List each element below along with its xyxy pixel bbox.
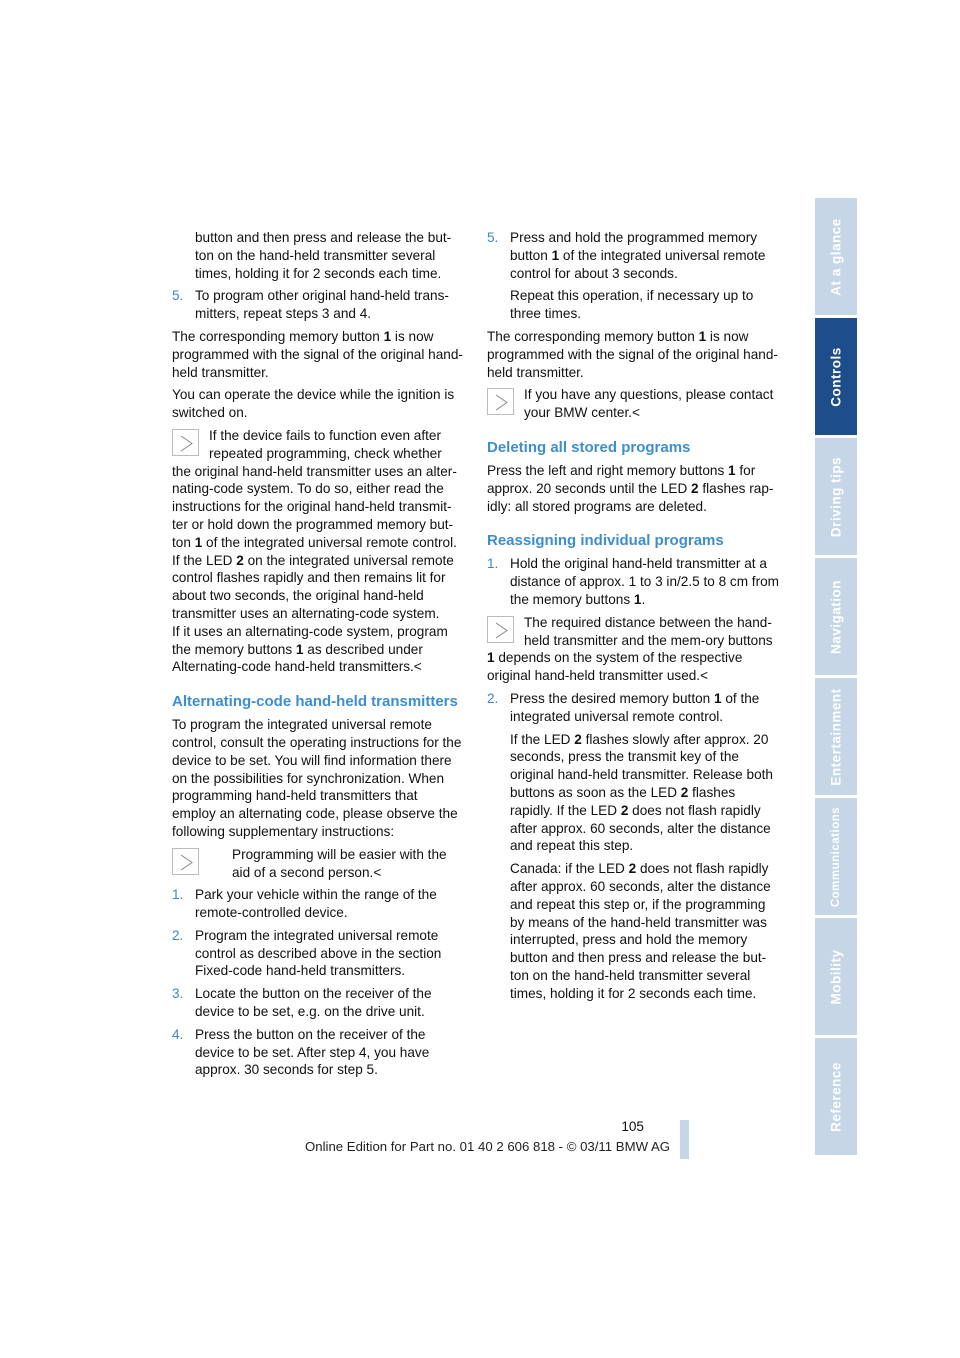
step-text: To program other original hand-held trans-mitters, repeat steps 3 and 4. xyxy=(195,288,449,322)
section-heading: Deleting all stored programs xyxy=(487,438,691,456)
step-text xyxy=(510,731,779,856)
note-arrow-icon xyxy=(172,429,199,456)
text: Hold the original hand-held transmitter at a distance of approx. 1 to 3 in/2.5 to 8 cm from the memory buttons xyxy=(510,556,779,607)
callout-number: 2 xyxy=(620,802,629,818)
paragraph xyxy=(487,328,779,381)
paragraph: You can operate the device while the ignition is switched on. xyxy=(172,387,455,421)
note-text xyxy=(172,427,464,676)
text: The corresponding memory button xyxy=(487,328,699,344)
text: for approx. 20 seconds until the LED xyxy=(487,462,756,496)
tab-label: Driving tips xyxy=(828,456,844,537)
tab-reference[interactable] xyxy=(815,1038,857,1155)
note-text: If you have any questions, please contact your BMW center.< xyxy=(524,387,774,421)
step-item xyxy=(172,886,464,922)
callout-number: 2 xyxy=(680,784,689,800)
text: Canada: if the LED xyxy=(510,861,629,877)
tab-label: Navigation xyxy=(828,579,844,654)
callout-number: 1 xyxy=(383,328,392,344)
callout-number: 2 xyxy=(236,552,244,568)
note-block xyxy=(172,427,464,676)
step-number: 5. xyxy=(487,230,499,245)
text: does not flash rapidly after approx. 60 seconds, alter the distance and repeat this step. xyxy=(510,802,771,854)
callout-number: 1 xyxy=(194,534,203,550)
step-text: Press the button on the receiver of the device to be set. After step 4, you have approx. 30 seconds for step 5. xyxy=(195,1026,430,1078)
text: of the integrated universal remote control. xyxy=(510,690,760,724)
text: is now programmed with the signal of the original hand-held transmitter. xyxy=(487,328,778,380)
tab-driving-tips[interactable] xyxy=(815,438,857,555)
callout-number: 1 xyxy=(295,641,304,657)
tab-label: Entertainment xyxy=(828,687,844,786)
tab-label: At a glance xyxy=(828,217,844,296)
tab-communications[interactable] xyxy=(815,798,857,915)
step-text: Locate the button on the receiver of the device to be set, e.g. on the drive unit. xyxy=(195,986,432,1020)
step-text xyxy=(510,555,779,608)
callout-number: 1 xyxy=(728,462,736,478)
page-marker-bar xyxy=(680,1120,689,1159)
note-block xyxy=(487,614,779,685)
tab-label: Controls xyxy=(828,346,844,407)
step-number: 2. xyxy=(487,690,499,706)
text: If the LED xyxy=(172,552,237,568)
note-arrow-icon xyxy=(487,616,514,643)
tab-label: Reference xyxy=(828,1061,844,1132)
text: Press the left and right memory buttons xyxy=(487,462,729,478)
text: flashes rap-idly: all stored programs are deleted. xyxy=(487,480,774,514)
tab-mobility[interactable] xyxy=(815,918,857,1035)
callout-number: 1 xyxy=(487,650,495,666)
section-heading: Reassigning individual programs xyxy=(487,532,724,550)
paragraph xyxy=(487,462,779,515)
left-column xyxy=(172,229,464,1084)
text: The corresponding memory button xyxy=(172,328,384,344)
step-text: Park your vehicle within the range of the remote-controlled device. xyxy=(195,887,437,921)
step-text xyxy=(510,690,779,726)
note-text: Programming will be easier with the aid of a second person.< xyxy=(232,846,447,880)
step-item xyxy=(487,229,779,323)
note-arrow-icon xyxy=(172,848,199,875)
text: depends on the system of the respective original hand-held transmitter used.< xyxy=(487,650,743,684)
section-heading: Alternating-code hand-held transmitters xyxy=(172,693,458,711)
step-number: 1. xyxy=(172,887,184,903)
callout-number: 2 xyxy=(628,861,637,877)
text: does not flash rapidly after approx. 60 seconds, alter the distance and repeat this step or, if the programming by means of the hand-held transmitter was interrupted, press and hold the memory button and then press and release the but-ton on the hand-held transmitter several times, holding it for 2 seconds each time. xyxy=(510,861,771,1001)
text: The required distance between the hand-held transmitter and the mem-ory buttons xyxy=(524,614,773,648)
right-column xyxy=(487,229,779,1007)
callout-number: 1 xyxy=(698,328,707,344)
step-number: 5. xyxy=(172,288,184,304)
step-number: 2. xyxy=(172,927,184,943)
text: of the integrated universal remote control for about 3 seconds. xyxy=(510,247,766,281)
paragraph xyxy=(172,328,464,381)
text: Press the desired memory button xyxy=(510,690,714,706)
callout-number: 2 xyxy=(574,731,582,747)
text: If the LED xyxy=(510,731,575,747)
tab-controls[interactable] xyxy=(815,318,857,435)
tab-entertainment[interactable] xyxy=(815,678,857,795)
step-item xyxy=(172,1026,464,1079)
text: . xyxy=(641,591,646,607)
note-block xyxy=(487,386,779,422)
step-text xyxy=(510,229,779,282)
text: Press and hold the programmed memory button xyxy=(510,230,758,263)
callout-number: 1 xyxy=(551,247,560,263)
text: If it uses an alternating-code system, program the memory buttons xyxy=(172,623,448,657)
step-text: Program the integrated universal remote control as described above in the section Fixed-code hand-held transmitters. xyxy=(195,927,442,979)
step-number: 1. xyxy=(487,556,499,572)
step-list xyxy=(172,886,464,1079)
text: of the integrated universal remote control. xyxy=(202,534,457,550)
callout-number: 2 xyxy=(691,480,699,496)
step-item xyxy=(487,690,779,1003)
step-item xyxy=(172,927,464,980)
step-text xyxy=(510,860,779,1002)
tab-label: Communications xyxy=(830,806,842,907)
tab-navigation[interactable] xyxy=(815,558,857,675)
text: as described under Alternating-code hand-held transmitters.< xyxy=(172,641,423,675)
step-number: 3. xyxy=(172,986,184,1002)
tab-label: Mobility xyxy=(828,949,844,1004)
step-item xyxy=(172,287,464,323)
step-item xyxy=(172,985,464,1021)
note-text xyxy=(487,614,779,685)
text: flashes rapidly. If the LED xyxy=(510,784,736,818)
chapter-tabs xyxy=(815,198,857,1158)
tab-at-a-glance[interactable] xyxy=(815,198,857,315)
step-text: Repeat this operation, if necessary up to three times. xyxy=(510,288,754,322)
note-block xyxy=(172,846,464,882)
step-item xyxy=(487,555,779,685)
callout-number: 1 xyxy=(633,591,642,607)
step-number: 4. xyxy=(172,1026,184,1042)
paragraph: To program the integrated universal remote control, consult the operating instructions for the device to be set. You will find information there on the possibilities for synchronization. When programming hand-held transmitters that employ an alternating code, please observe the following supplementary instructions: xyxy=(172,717,462,839)
text: flashes slowly after approx. 20 seconds, press the transmit key of the original hand-held transmitter. Release both buttons as soon as the LED xyxy=(510,731,773,800)
text: is now programmed with the signal of the original hand-held transmitter. xyxy=(172,328,463,380)
text: If the device fails to function even after repeated programming, check whether the original hand-held transmitter uses an alter-nating-code system. To do so, either read the instructions for the original hand-held transmit-ter or hold down the programmed memory but-ton xyxy=(172,427,457,550)
note-arrow-icon xyxy=(487,388,514,415)
text: on the integrated universal remote control flashes rapidly and then remains lit for about two seconds, the original hand-held transmitter uses an alternating-code system. xyxy=(172,552,454,621)
paragraph: button and then press and release the but-ton on the hand-held transmitter several times, holding it for 2 seconds each time. xyxy=(195,230,452,281)
callout-number: 1 xyxy=(714,690,722,706)
footer-text: Online Edition for Part no. 01 40 2 606 818 - © 03/11 BMW AG xyxy=(305,1139,671,1154)
page-number: 105 xyxy=(621,1119,644,1134)
